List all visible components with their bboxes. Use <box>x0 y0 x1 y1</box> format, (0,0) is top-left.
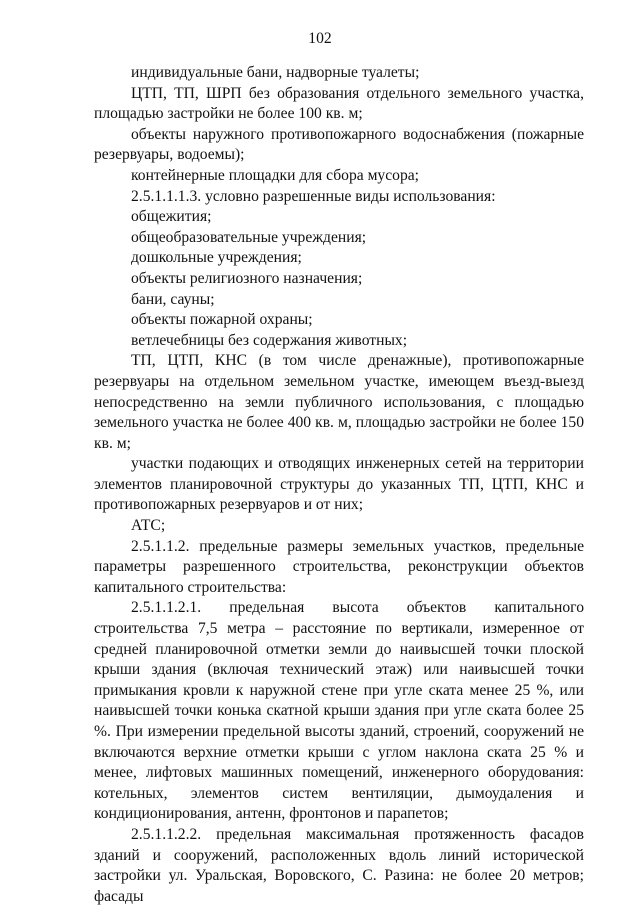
paragraph: 2.5.1.1.2.2. предельная максимальная протяженность фасадов зданий и сооружений, расположенных вдоль линий исторической застройки ул. Уральская, Воровского, С. Разина: не более 20 метров; фасады <box>94 825 584 905</box>
paragraph: контейнерные площадки для сбора мусора; <box>131 166 419 184</box>
paragraph: 2.5.1.1.2. предельные размеры земельных участков, предельные параметры разрешенного строительства, реконструкции объектов капитального строительства: <box>94 537 584 596</box>
paragraph: индивидуальные бани, надворные туалеты; <box>131 64 420 81</box>
paragraph: бани, сауны; <box>131 290 215 308</box>
page-number: 102 <box>308 30 332 47</box>
paragraph: ветлечебницы без содержания животных; <box>131 331 408 349</box>
paragraph: 2.5.1.1.1.3. условно разрешенные виды использования: <box>131 187 496 205</box>
paragraph: объекты наружного противопожарного водоснабжения (пожарные резервуары, водоемы); <box>94 125 584 164</box>
paragraph: дошкольные учреждения; <box>131 249 302 267</box>
paragraph: объекты пожарной охраны; <box>131 311 313 329</box>
paragraph: ЦТП, ТП, ШРП без образования отдельного земельного участка, площадью застройки не более 100 кв. м; <box>94 84 584 123</box>
paragraph: АТС; <box>131 517 166 535</box>
paragraph: участки подающих и отводящих инженерных сетей на территории элементов планировочной структуры до указанных ТП, ЦТП, КНС и противопожарных резервуаров и от них; <box>94 455 584 514</box>
paragraph: ТП, ЦТП, КНС (в том числе дренажные), противопожарные резервуары на отдельном земельном участке, имеющем въезд-выезд непосредственно на земли публичного использования, с площадью земельного участка не более 400 кв. м, площадью застройки не более 150 кв. м; <box>94 352 584 452</box>
document-body <box>94 63 584 907</box>
paragraph: объекты религиозного назначения; <box>131 269 363 287</box>
paragraph: общежития; <box>131 208 212 226</box>
paragraph: 2.5.1.1.2.1. предельная высота объектов капитального строительства 7,5 метра – расстояние по вертикали, измеренное от средней планировочной отметки земли до наивысшей точки плоской крыши здания (включая технический этаж) или наивысшей точки примыкания кровли к наружной стене при угле ската менее 25 %, или наивысшей точки конька скатной крыши здания при угле ската более 25 %. При измерении предельной высоты зданий, строений, сооружений не включаются верхние отметки крыши с углом наклона ската 25 % и менее, лифтовых машинных помещений, инженерного оборудования: котельных, элементов систем вентиляции, дымоудаления и кондиционирования, антенн, фронтонов и парапетов; <box>94 599 584 823</box>
paragraph: общеобразовательные учреждения; <box>131 228 367 246</box>
